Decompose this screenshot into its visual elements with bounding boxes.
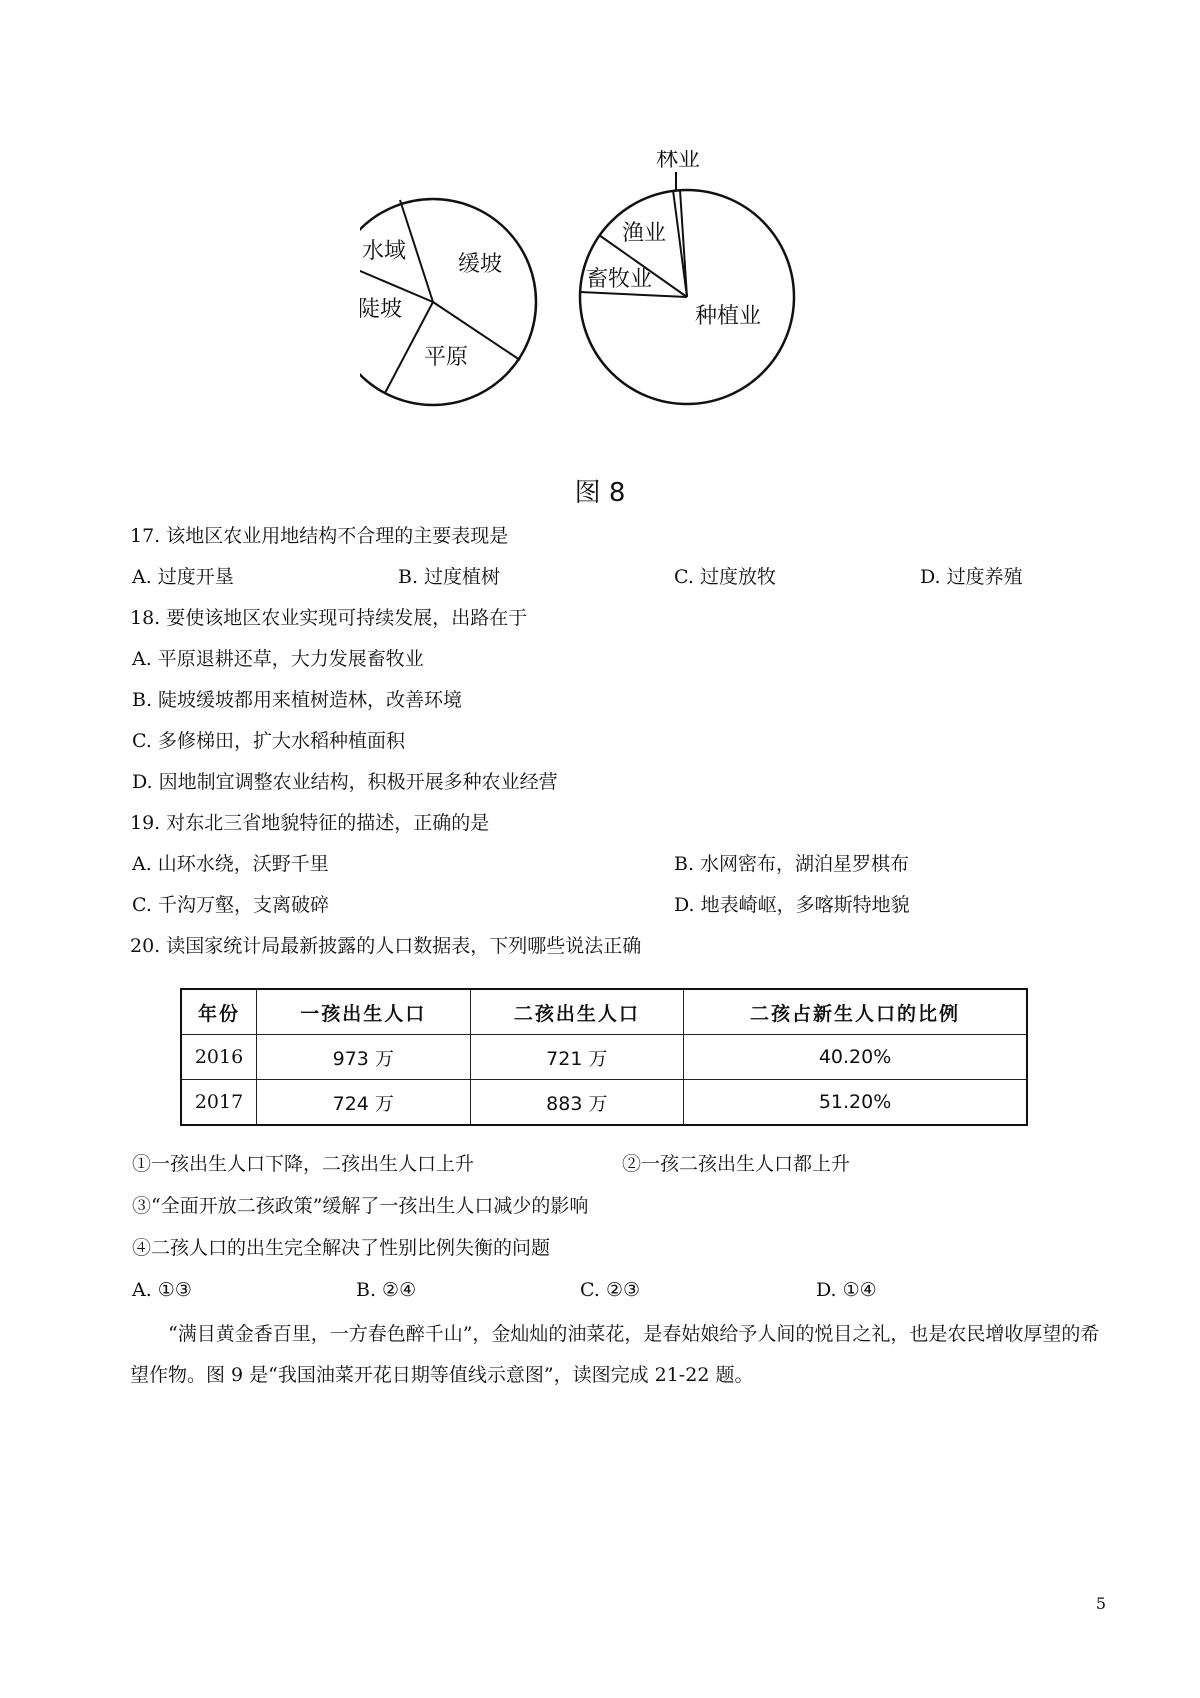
agriculture-pie bbox=[580, 150, 794, 404]
q20-option-a: A. ①③ bbox=[132, 1279, 192, 1301]
q19-option-a: A. 山环水绕，沃野千里 bbox=[132, 853, 329, 875]
q20-statement-1: ①一孩出生人口下降，二孩出生人口上升 bbox=[132, 1153, 475, 1175]
header-ratio: 二孩占新生人口的比例 bbox=[684, 989, 1027, 1035]
question-19-stem: 19. 对东北三省地貌特征的描述，正确的是 bbox=[130, 812, 490, 834]
pie1-label-plain: 平原 bbox=[424, 345, 469, 370]
q19-option-b: B. 水网密布，湖泊星罗棋布 bbox=[674, 853, 910, 875]
pie2-label-forestry: 林业 bbox=[656, 150, 701, 172]
q18-option-d: D. 因地制宜调整农业结构，积极开展多种农业经营 bbox=[132, 771, 558, 793]
reading-passage: “满目黄金香百里，一方春色醉千山”，金灿灿的油菜花，是春姑娘给予人间的悦目之礼，也是农民增收厚望的希望作物。图 9 是“我国油菜开花日期等值线示意图”，读图完成 21-22 题。 bbox=[130, 1323, 1100, 1386]
table-row bbox=[181, 1080, 1027, 1126]
q19-option-c: C. 千沟万壑，支离破碎 bbox=[132, 894, 329, 916]
population-table bbox=[180, 988, 1028, 1126]
q17-option-b: B. 过度植树 bbox=[398, 566, 501, 588]
land-use-pie bbox=[360, 199, 536, 405]
q18-option-b: B. 陡坡缓坡都用来植树造林，改善环境 bbox=[132, 689, 463, 711]
q17-option-c: C. 过度放牧 bbox=[674, 566, 776, 588]
cell-year: 2017 bbox=[181, 1080, 257, 1126]
header-second-child: 二孩出生人口 bbox=[470, 989, 684, 1035]
figure-caption: 图 8 bbox=[574, 478, 626, 508]
q18-option-a: A. 平原退耕还草，大力发展畜牧业 bbox=[132, 648, 424, 670]
cell-second-child: 721 万 bbox=[470, 1035, 684, 1080]
question-17-stem: 17. 该地区农业用地结构不合理的主要表现是 bbox=[130, 525, 509, 547]
pie1-label-gentle-slope: 缓坡 bbox=[458, 252, 503, 277]
cell-first-child: 973 万 bbox=[257, 1035, 471, 1080]
q19-option-d: D. 地表崎岖，多喀斯特地貌 bbox=[674, 894, 910, 916]
page-number: 5 bbox=[1095, 1594, 1106, 1613]
question-20-stem: 20. 读国家统计局最新披露的人口数据表，下列哪些说法正确 bbox=[130, 935, 642, 957]
figure-8 bbox=[360, 150, 820, 450]
pie2-label-fishery: 渔业 bbox=[622, 221, 667, 246]
cell-ratio: 51.20% bbox=[684, 1080, 1027, 1126]
table-row bbox=[181, 1035, 1027, 1080]
q20-option-b: B. ②④ bbox=[356, 1279, 417, 1301]
q17-option-a: A. 过度开垦 bbox=[132, 566, 234, 588]
question-18-stem: 18. 要使该地区农业实现可持续发展，出路在于 bbox=[130, 607, 528, 629]
q20-option-c: C. ②③ bbox=[580, 1279, 641, 1301]
q18-option-c: C. 多修梯田，扩大水稻种植面积 bbox=[132, 730, 405, 752]
pie-charts bbox=[360, 150, 820, 450]
pie1-label-steep-slope: 陡坡 bbox=[360, 297, 403, 322]
cell-second-child: 883 万 bbox=[470, 1080, 684, 1126]
cell-first-child: 724 万 bbox=[257, 1080, 471, 1126]
header-year: 年份 bbox=[181, 989, 257, 1035]
table-header-row bbox=[181, 989, 1027, 1035]
pie2-label-livestock: 畜牧业 bbox=[586, 267, 653, 292]
q20-option-d: D. ①④ bbox=[816, 1279, 877, 1301]
pie1-label-water: 水域 bbox=[362, 239, 407, 264]
cell-ratio: 40.20% bbox=[684, 1035, 1027, 1080]
q17-option-d: D. 过度养殖 bbox=[920, 566, 1023, 588]
q20-statement-2: ②一孩二孩出生人口都上升 bbox=[622, 1153, 851, 1175]
cell-year: 2016 bbox=[181, 1035, 257, 1080]
q20-statement-3: ③“全面开放二孩政策”缓解了一孩出生人口减少的影响 bbox=[132, 1195, 589, 1217]
q20-statement-4: ④二孩人口的出生完全解决了性别比例失衡的问题 bbox=[132, 1237, 551, 1259]
pie2-label-planting: 种植业 bbox=[695, 304, 762, 329]
header-first-child: 一孩出生人口 bbox=[257, 989, 471, 1035]
